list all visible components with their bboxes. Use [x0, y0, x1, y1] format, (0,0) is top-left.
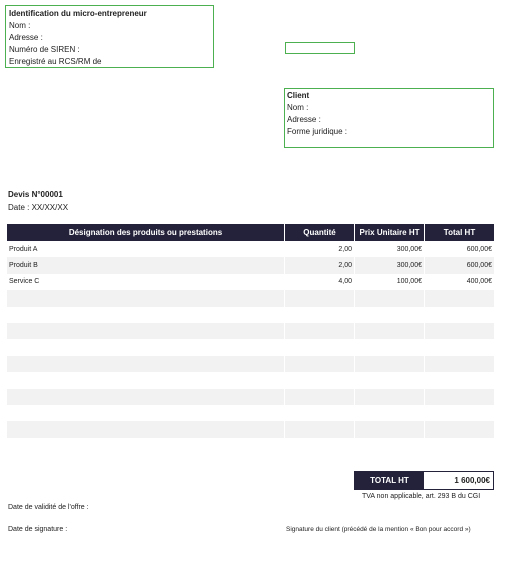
cell-total: 600,00€ — [466, 245, 492, 253]
logo-placeholder — [285, 42, 355, 54]
cell-quantity — [285, 438, 355, 454]
quote-date: Date : XX/XX/XX — [8, 203, 69, 212]
cell-quantity: 4,00 — [285, 274, 355, 290]
cell-unit-price — [355, 405, 425, 421]
client-box — [284, 88, 494, 148]
cell-quantity — [285, 405, 355, 421]
cell-total — [425, 389, 494, 405]
cell-quantity — [285, 339, 355, 355]
cell-quantity — [285, 323, 355, 339]
table-header — [7, 224, 494, 241]
cell-unit-price: 300,00€ — [355, 257, 425, 273]
cell-designation: Produit A — [7, 241, 285, 257]
cell-total — [425, 307, 494, 323]
client-title: Client — [287, 91, 310, 100]
header-total: Total HT — [443, 228, 476, 237]
total-value: 1 600,00€ — [454, 476, 490, 485]
issuer-box — [5, 5, 214, 68]
cell-designation — [7, 323, 285, 339]
table-row — [7, 290, 494, 306]
table-row — [7, 389, 494, 405]
table-body — [7, 241, 494, 454]
quote-number: Devis N°00001 — [8, 190, 63, 199]
header-designation: Désignation des produits ou prestations — [7, 224, 285, 241]
table-row — [7, 323, 494, 339]
cell-total — [425, 372, 494, 388]
cell-quantity — [285, 421, 355, 437]
cell-designation — [7, 438, 285, 454]
client-signature-label: Signature du client (précédé de la mention « Bon pour accord ») — [286, 526, 471, 533]
cell-total — [425, 323, 494, 339]
cell-designation: Service C — [7, 274, 285, 290]
issuer-address-label: Adresse : — [9, 33, 43, 42]
cell-unit-price — [355, 290, 425, 306]
cell-unit-price — [355, 307, 425, 323]
total-box — [354, 471, 494, 490]
table-row — [7, 421, 494, 437]
cell-quantity — [285, 372, 355, 388]
issuer-siren-label: Numéro de SIREN : — [9, 45, 80, 54]
table-row — [7, 257, 494, 273]
cell-designation — [7, 389, 285, 405]
cell-quantity — [285, 290, 355, 306]
cell-quantity: 2,00 — [285, 241, 355, 257]
cell-total: 400,00€ — [466, 278, 492, 286]
cell-unit-price: 300,00€ — [355, 241, 425, 257]
cell-unit-price: 100,00€ — [355, 274, 425, 290]
client-name-label: Nom : — [287, 103, 309, 112]
client-legal-form-label: Forme juridique : — [287, 127, 348, 136]
cell-designation — [7, 339, 285, 355]
table-row — [7, 274, 494, 290]
header-quantity: Quantité — [285, 224, 355, 241]
cell-quantity — [285, 356, 355, 372]
cell-quantity — [285, 307, 355, 323]
cell-quantity — [285, 389, 355, 405]
cell-unit-price — [355, 389, 425, 405]
total-label: TOTAL HT — [355, 472, 424, 489]
cell-unit-price — [355, 421, 425, 437]
issuer-title: Identification du micro-entrepreneur — [9, 9, 147, 18]
cell-total — [425, 438, 494, 454]
header-unit-price: Prix Unitaire HT — [355, 224, 425, 241]
table-row — [7, 372, 494, 388]
table-row — [7, 356, 494, 372]
cell-quantity: 2,00 — [285, 257, 355, 273]
cell-designation — [7, 307, 285, 323]
cell-total: 600,00€ — [466, 262, 492, 270]
table-row — [7, 438, 494, 454]
issuer-rcs-label: Enregistré au RCS/RM de — [9, 57, 102, 66]
table-row — [7, 405, 494, 421]
cell-unit-price — [355, 372, 425, 388]
cell-unit-price — [355, 438, 425, 454]
cell-total — [425, 339, 494, 355]
issuer-name-label: Nom : — [9, 21, 31, 30]
cell-unit-price — [355, 339, 425, 355]
cell-designation — [7, 405, 285, 421]
cell-total — [425, 421, 494, 437]
cell-total — [425, 405, 494, 421]
table-row — [7, 307, 494, 323]
table-row — [7, 339, 494, 355]
cell-designation: Produit B — [7, 257, 285, 273]
cell-total — [425, 356, 494, 372]
cell-unit-price — [355, 356, 425, 372]
validity-date-label: Date de validité de l'offre : — [8, 504, 89, 511]
cell-designation — [7, 290, 285, 306]
signature-date-label: Date de signature : — [8, 526, 68, 533]
items-table — [7, 224, 494, 454]
cell-total — [425, 290, 494, 306]
table-row — [7, 241, 494, 257]
client-address-label: Adresse : — [287, 115, 321, 124]
cell-designation — [7, 421, 285, 437]
cell-designation — [7, 372, 285, 388]
vat-note: TVA non applicable, art. 293 B du CGI — [362, 493, 481, 500]
cell-designation — [7, 356, 285, 372]
cell-unit-price — [355, 323, 425, 339]
